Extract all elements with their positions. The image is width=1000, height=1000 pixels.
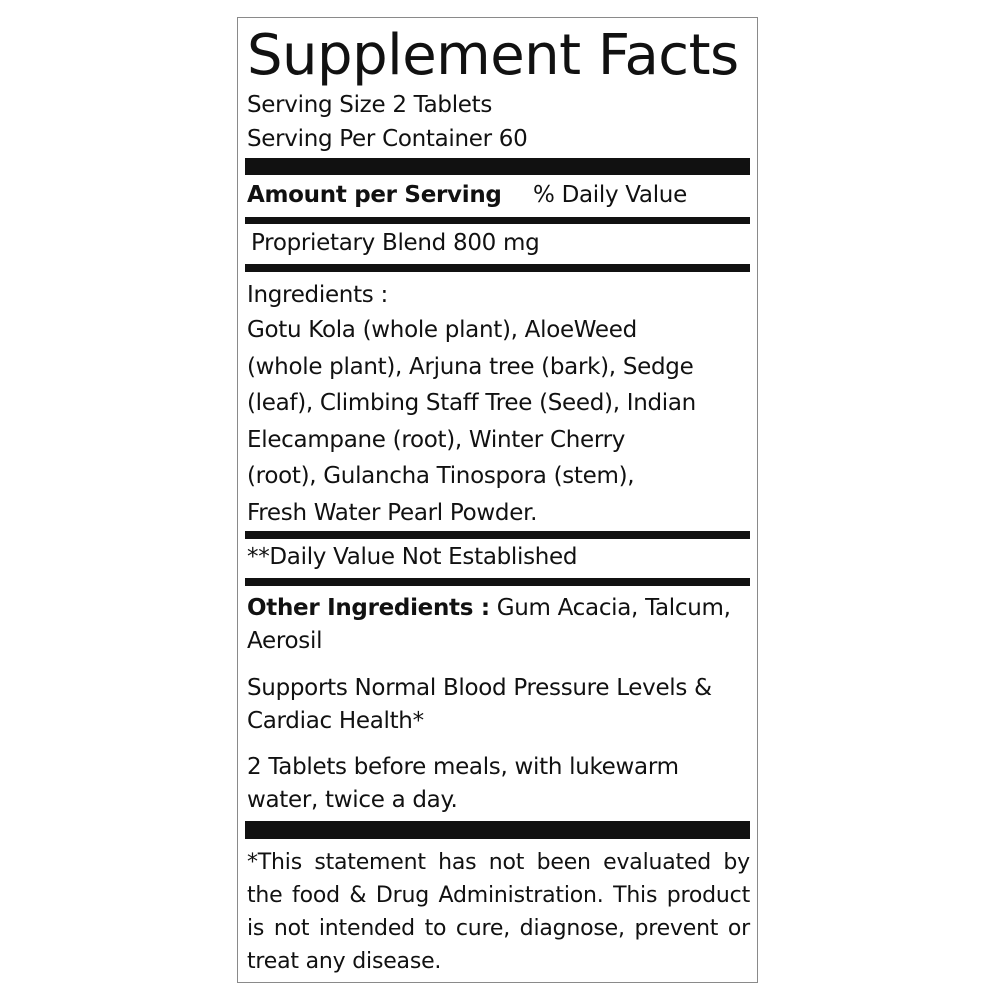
health-claim-line: Supports Normal Blood Pressure Levels & — [247, 675, 712, 701]
divider — [245, 578, 750, 586]
fda-disclaimer — [247, 846, 750, 978]
divider — [245, 531, 750, 539]
ingredients-line: (root), Gulancha Tinospora (stem), — [247, 463, 635, 489]
proprietary-blend: Proprietary Blend 800 mg — [251, 230, 540, 256]
disclaimer-line: *This statement has not been evaluated by — [247, 850, 750, 875]
divider — [245, 217, 750, 224]
amount-per-serving-label: Amount per Serving — [247, 182, 502, 208]
ingredients-heading: Ingredients : — [247, 282, 388, 308]
disclaimer-line: the food & Drug Administration. This product — [247, 883, 750, 908]
other-ingredients-continued: Aerosil — [247, 628, 323, 654]
disclaimer-line: is not intended to cure, diagnose, prevent or — [247, 916, 750, 941]
other-ingredients-list: Gum Acacia, Talcum, — [489, 595, 731, 621]
daily-value-note: **Daily Value Not Established — [247, 544, 578, 570]
directions-line: water, twice a day. — [247, 787, 458, 813]
thick-divider — [245, 821, 750, 839]
other-ingredients-label: Other Ingredients : — [247, 595, 490, 621]
ingredients-line: Fresh Water Pearl Powder. — [247, 499, 538, 526]
serving-size: Serving Size 2 Tablets — [247, 92, 493, 118]
ingredients-line: Gotu Kola (whole plant), AloeWeed — [247, 317, 637, 343]
ingredients-line: (whole plant), Arjuna tree (bark), Sedge — [247, 353, 694, 380]
ingredients-list — [247, 312, 750, 531]
divider — [245, 264, 750, 272]
panel-title: Supplement Facts — [247, 23, 739, 88]
servings-per-container: Serving Per Container 60 — [247, 126, 528, 152]
daily-value-label: % Daily Value — [533, 182, 687, 208]
ingredients-line: Elecampane (root), Winter Cherry — [247, 426, 626, 453]
ingredients-line: (leaf), Climbing Staff Tree (Seed), Indian — [247, 390, 696, 416]
health-claim-line: Cardiac Health* — [247, 708, 424, 734]
other-ingredients — [247, 591, 731, 625]
disclaimer-line: treat any disease. — [247, 949, 442, 974]
thick-divider — [245, 158, 750, 175]
directions-line: 2 Tablets before meals, with lukewarm — [247, 754, 679, 780]
